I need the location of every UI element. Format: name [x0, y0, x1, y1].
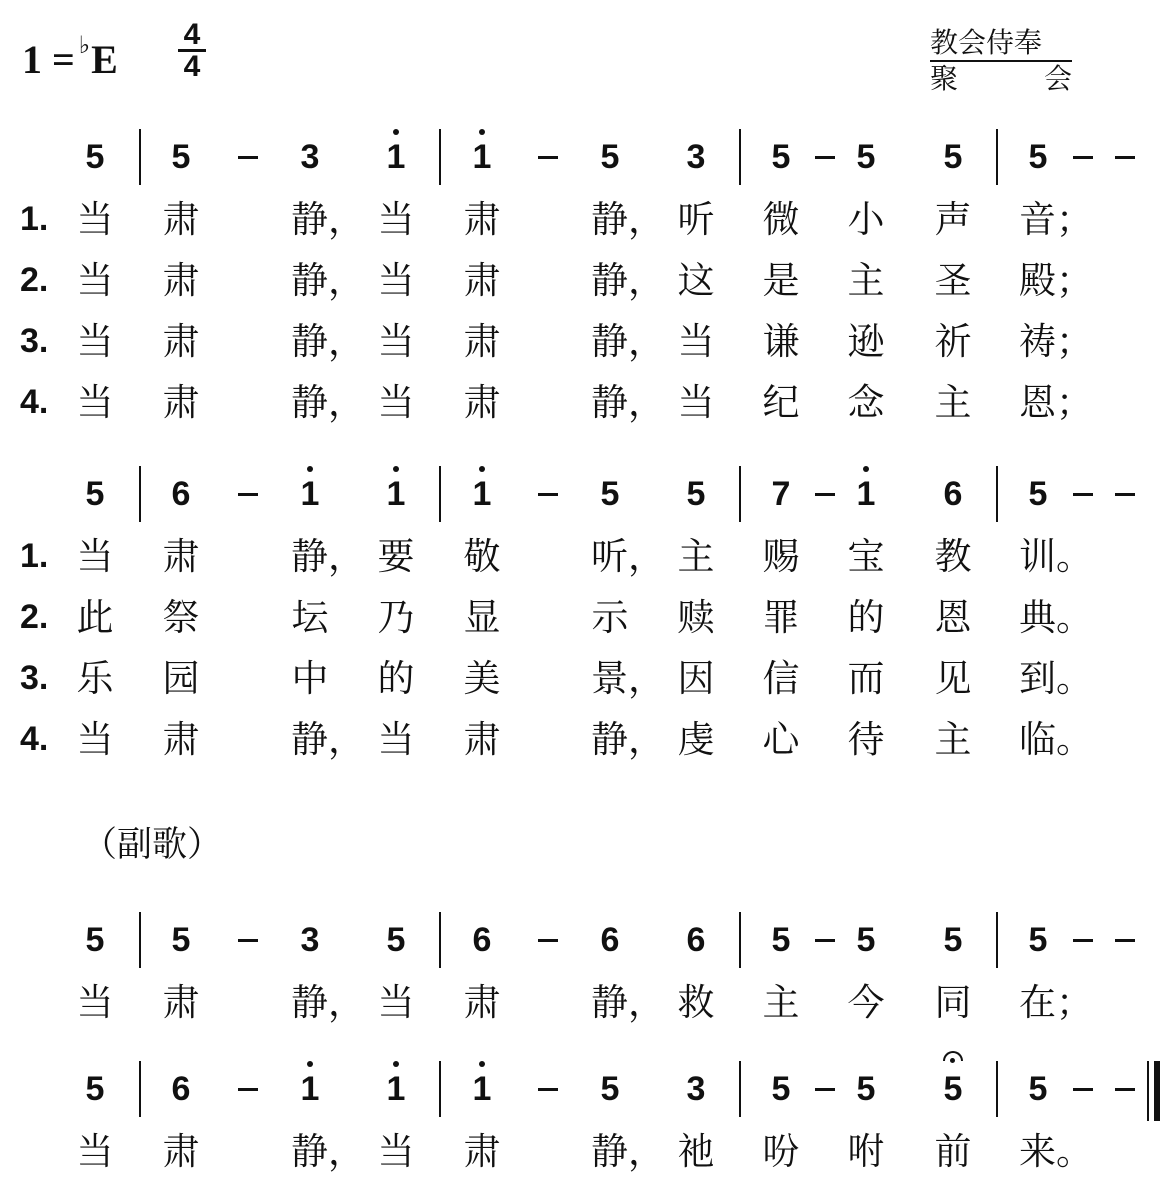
extension-dash: [238, 493, 258, 496]
lyric-char: 肃: [162, 1130, 200, 1173]
barline: [996, 129, 998, 185]
barline: [139, 129, 141, 185]
verse-number: 1.: [20, 537, 49, 575]
key-signature: [22, 22, 118, 84]
lyric-char: 同: [934, 981, 972, 1024]
lyric-char: 典。: [1019, 596, 1093, 639]
time-signature-top: 4: [178, 20, 206, 52]
note: 1: [376, 1057, 416, 1121]
extension-dash: [538, 939, 558, 942]
barline: [739, 912, 741, 968]
note: 5: [600, 475, 620, 513]
lyric-char: 肃: [463, 320, 501, 363]
note: 5: [686, 475, 706, 513]
lyric-char: 祂: [677, 1130, 715, 1173]
note: 5: [771, 921, 791, 959]
note: 5: [85, 921, 105, 959]
lyric-char: 吩: [762, 1130, 800, 1173]
lyric-char: 静，: [291, 535, 365, 578]
lyric-char: 静，: [291, 718, 365, 761]
barline: [739, 466, 741, 522]
note: 5: [943, 921, 963, 959]
note: 5: [85, 138, 105, 176]
extension-dash: [815, 156, 835, 159]
lyric-row: [0, 709, 1173, 770]
lyric-char: 景，: [591, 657, 665, 700]
notes-row: [0, 462, 1173, 526]
lyric-char: 坛: [291, 596, 329, 639]
extension-dash: [1115, 939, 1135, 942]
lyric-row: [0, 189, 1173, 250]
lyric-char: 主: [677, 535, 715, 578]
category-line-2a: 聚: [930, 62, 959, 95]
lyric-char: 肃: [463, 259, 501, 302]
lyric-char: 咐: [847, 1130, 885, 1173]
lyric-char: 主: [934, 718, 972, 761]
lyric-char: 当: [377, 381, 415, 424]
lyric-char: 当: [76, 718, 114, 761]
note: 5: [771, 1070, 791, 1108]
lyric-char: 当: [377, 1130, 415, 1173]
lyric-char: 祈: [934, 320, 972, 363]
lyric-char: 小: [847, 198, 885, 241]
lyric-char: 当: [76, 381, 114, 424]
lyric-char: 肃: [162, 718, 200, 761]
time-signature: [178, 20, 206, 81]
note: 1: [290, 1057, 330, 1121]
note: 6: [472, 921, 492, 959]
lyric-char: 主: [934, 381, 972, 424]
verse-number: 3.: [20, 322, 49, 360]
lyric-char: 的: [377, 657, 415, 700]
extension-dash: [1115, 1088, 1135, 1091]
extension-dash: [538, 156, 558, 159]
lyric-row: [0, 1121, 1173, 1182]
lyric-char: 当: [76, 320, 114, 363]
lyric-char: 此: [76, 596, 114, 639]
system-1: [0, 125, 1173, 433]
note: 1: [462, 1057, 502, 1121]
note: 5: [85, 1070, 105, 1108]
note: 5: [171, 921, 191, 959]
extension-dash: [1115, 156, 1135, 159]
lyric-char: 赐: [762, 535, 800, 578]
extension-dash: [538, 493, 558, 496]
lyric-char: 音；: [1019, 198, 1093, 241]
extension-dash: [815, 939, 835, 942]
lyric-char: 当: [377, 718, 415, 761]
lyric-char: 恩: [934, 596, 972, 639]
final-barline: [1147, 1061, 1149, 1121]
lyric-char: 前: [934, 1130, 972, 1173]
system-3: [0, 908, 1173, 1033]
lyric-char: 到。: [1019, 657, 1093, 700]
lyric-char: 肃: [463, 381, 501, 424]
note: 5: [171, 138, 191, 176]
lyric-char: 谦: [762, 320, 800, 363]
barline: [139, 466, 141, 522]
lyric-char: 静，: [591, 718, 665, 761]
lyric-row: [0, 311, 1173, 372]
notes-row: [0, 1057, 1173, 1121]
lyric-char: 念: [847, 381, 885, 424]
extension-dash: [238, 939, 258, 942]
lyric-char: 听，: [591, 535, 665, 578]
barline: [439, 912, 441, 968]
lyric-char: 静，: [591, 320, 665, 363]
note: 3: [300, 138, 320, 176]
verse-number: 2.: [20, 261, 49, 299]
lyric-char: 虔: [677, 718, 715, 761]
lyric-char: 当: [76, 259, 114, 302]
lyric-char: 肃: [463, 981, 501, 1024]
lyric-char: 肃: [463, 198, 501, 241]
lyric-char: 这: [677, 259, 715, 302]
note: 1: [376, 125, 416, 189]
note: 5: [386, 921, 406, 959]
note: 1: [290, 462, 330, 526]
note: 7: [771, 475, 791, 513]
barline: [139, 912, 141, 968]
verse-number: 3.: [20, 659, 49, 697]
lyric-char: 肃: [162, 535, 200, 578]
note: 5: [856, 921, 876, 959]
final-barline-thick: [1154, 1061, 1160, 1121]
lyric-char: 示: [591, 596, 629, 639]
lyric-char: 待: [847, 718, 885, 761]
note: 5: [85, 475, 105, 513]
verse-number: 1.: [20, 200, 49, 238]
note: 5: [943, 138, 963, 176]
lyric-char: 肃: [162, 198, 200, 241]
verse-number: 2.: [20, 598, 49, 636]
lyric-char: 静，: [591, 381, 665, 424]
note: 1: [462, 125, 502, 189]
lyric-char: 静，: [291, 381, 365, 424]
barline: [996, 466, 998, 522]
note: 6: [171, 475, 191, 513]
lyric-char: 主: [847, 259, 885, 302]
lyric-char: 静，: [291, 198, 365, 241]
lyric-char: 当: [76, 198, 114, 241]
extension-dash: [238, 156, 258, 159]
hymn-category: [930, 26, 1072, 96]
lyric-char: 当: [377, 320, 415, 363]
extension-dash: [1115, 493, 1135, 496]
lyric-char: 恩；: [1019, 381, 1093, 424]
note: 5: [933, 1057, 973, 1121]
time-signature-bottom: 4: [183, 50, 201, 83]
lyric-char: 敬: [463, 535, 501, 578]
lyric-char: 当: [677, 381, 715, 424]
lyric-char: 听: [677, 198, 715, 241]
note: 5: [1028, 138, 1048, 176]
lyric-char: 当: [377, 981, 415, 1024]
extension-dash: [238, 1088, 258, 1091]
lyric-row: [0, 972, 1173, 1033]
lyric-char: 赎: [677, 596, 715, 639]
barline: [439, 129, 441, 185]
category-line-2b: 会: [1043, 62, 1072, 95]
lyric-char: 乃: [377, 596, 415, 639]
notes-row: [0, 125, 1173, 189]
lyric-char: 静，: [591, 259, 665, 302]
lyric-char: 宝: [847, 535, 885, 578]
lyric-char: 园: [162, 657, 200, 700]
note: 5: [771, 138, 791, 176]
note: 6: [600, 921, 620, 959]
lyric-char: 见: [934, 657, 972, 700]
verse-number: 4.: [20, 720, 49, 758]
lyric-char: 微: [762, 198, 800, 241]
lyric-char: 在；: [1019, 981, 1093, 1024]
lyric-char: 殿；: [1019, 259, 1093, 302]
lyric-char: 是: [762, 259, 800, 302]
lyric-char: 当: [76, 535, 114, 578]
note: 5: [1028, 475, 1048, 513]
lyric-char: 肃: [162, 259, 200, 302]
lyric-char: 当: [377, 259, 415, 302]
note: 5: [856, 1070, 876, 1108]
lyric-char: 静，: [291, 259, 365, 302]
extension-dash: [1073, 939, 1093, 942]
lyric-row: [0, 526, 1173, 587]
lyric-char: 圣: [934, 259, 972, 302]
lyric-char: 的: [847, 596, 885, 639]
lyric-row: [0, 372, 1173, 433]
lyric-char: 乐: [76, 657, 114, 700]
lyric-char: 当: [76, 981, 114, 1024]
lyric-char: 中: [291, 657, 329, 700]
barline: [996, 912, 998, 968]
note: 6: [171, 1070, 191, 1108]
lyric-char: 当: [377, 198, 415, 241]
barline: [739, 129, 741, 185]
extension-dash: [1073, 493, 1093, 496]
lyric-char: 信: [762, 657, 800, 700]
lyric-char: 教: [934, 535, 972, 578]
lyric-char: 静，: [591, 1130, 665, 1173]
lyric-char: 纪: [762, 381, 800, 424]
note: 3: [686, 138, 706, 176]
extension-dash: [815, 1088, 835, 1091]
lyric-row: [0, 250, 1173, 311]
lyric-char: 肃: [463, 718, 501, 761]
lyric-char: 肃: [162, 320, 200, 363]
lyric-char: 训。: [1019, 535, 1093, 578]
extension-dash: [1073, 156, 1093, 159]
key-letter: E: [91, 37, 118, 82]
note: 5: [1028, 921, 1048, 959]
lyric-row: [0, 587, 1173, 648]
lyric-char: 静，: [591, 198, 665, 241]
barline: [439, 466, 441, 522]
category-line-2: [930, 62, 1072, 96]
note: 1: [376, 462, 416, 526]
extension-dash: [538, 1088, 558, 1091]
barline: [996, 1061, 998, 1117]
lyric-char: 当: [677, 320, 715, 363]
lyric-char: 临。: [1019, 718, 1093, 761]
lyric-char: 要: [377, 535, 415, 578]
lyric-char: 声: [934, 198, 972, 241]
lyric-row: [0, 648, 1173, 709]
note: 1: [462, 462, 502, 526]
barline: [439, 1061, 441, 1117]
extension-dash: [815, 493, 835, 496]
lyric-char: 静，: [591, 981, 665, 1024]
lyric-char: 静，: [291, 1130, 365, 1173]
category-line-1: 教会侍奉: [930, 26, 1072, 62]
note: 3: [686, 1070, 706, 1108]
lyric-char: 静，: [291, 320, 365, 363]
note: 6: [943, 475, 963, 513]
lyric-char: 当: [76, 1130, 114, 1173]
key-prefix: 1 =: [22, 37, 75, 82]
lyric-char: 显: [463, 596, 501, 639]
lyric-char: 因: [677, 657, 715, 700]
lyric-char: 来。: [1019, 1130, 1093, 1173]
lyric-char: 肃: [463, 1130, 501, 1173]
barline: [739, 1061, 741, 1117]
lyric-char: 主: [762, 981, 800, 1024]
lyric-char: 肃: [162, 381, 200, 424]
extension-dash: [1073, 1088, 1093, 1091]
note: 5: [600, 1070, 620, 1108]
verse-number: 4.: [20, 383, 49, 421]
system-4: [0, 1057, 1173, 1182]
lyric-char: 救: [677, 981, 715, 1024]
note: 5: [1028, 1070, 1048, 1108]
lyric-char: 祷；: [1019, 320, 1093, 363]
note: 5: [856, 138, 876, 176]
lyric-char: 今: [847, 981, 885, 1024]
barline: [139, 1061, 141, 1117]
lyric-char: 心: [762, 718, 800, 761]
lyric-char: 而: [847, 657, 885, 700]
notes-row: [0, 908, 1173, 972]
lyric-char: 美: [463, 657, 501, 700]
flat-sign: ♭: [78, 33, 91, 59]
lyric-char: 静，: [291, 981, 365, 1024]
lyric-char: 祭: [162, 596, 200, 639]
lyric-char: 罪: [762, 596, 800, 639]
note: 5: [600, 138, 620, 176]
lyric-char: 逊: [847, 320, 885, 363]
note: 3: [300, 921, 320, 959]
note: 6: [686, 921, 706, 959]
chorus-label: （副歌）: [82, 825, 223, 865]
note: 1: [846, 462, 886, 526]
system-2: [0, 462, 1173, 770]
lyric-char: 肃: [162, 981, 200, 1024]
